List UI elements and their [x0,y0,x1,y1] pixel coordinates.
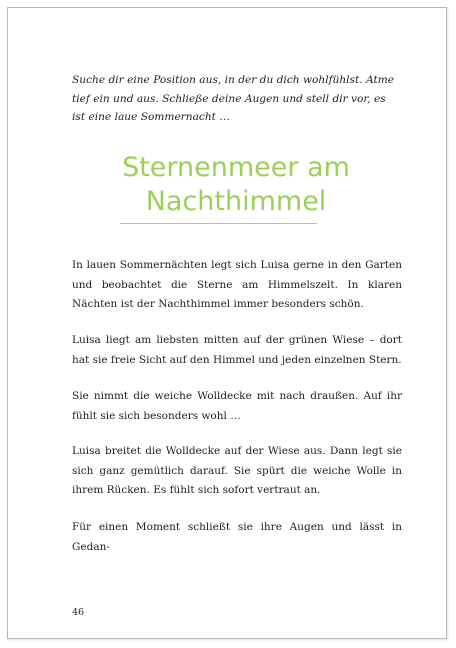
paragraph-4: Luisa breitet die Wolldecke auf der Wiese aus. Dann legt sie sich ganz gemütlich darauf. Sie spürt die weiche Wolle in ihrem Rücken. Es fühlt sich sofort vertraut an. [72,445,402,496]
paragraph-1: In lauen Sommernächten legt sich Luisa gerne in den Garten und beobachtet die Sterne am Himmelszelt. In klaren Nächten ist der Nachthimmel immer besonders schön. [72,259,402,310]
book-page [7,7,447,639]
chapter-title: Sternenmeer am Nachthimmel [122,152,350,217]
paragraph-5: Für einen Moment schließt sie ihre Augen und lässt in Gedan- [72,521,402,553]
paragraph-3: Sie nimmt die weiche Wolldecke mit nach draußen. Auf ihr fühlt sie sich besonders wohl … [72,390,402,422]
intro-text: Suche dir eine Position aus, in der du dich wohlfühlst. Atme tief ein und aus. Schließe deine Augen und stell dir vor, es ist eine laue Sommernacht … [72,74,395,123]
title-underline [120,223,317,224]
page-number: 46 [72,607,85,618]
paragraph-2: Luisa liegt am liebsten mitten auf der grünen Wiese – dort hat sie freie Sicht auf den Himmel und jeden einzelnen Stern. [72,334,402,366]
